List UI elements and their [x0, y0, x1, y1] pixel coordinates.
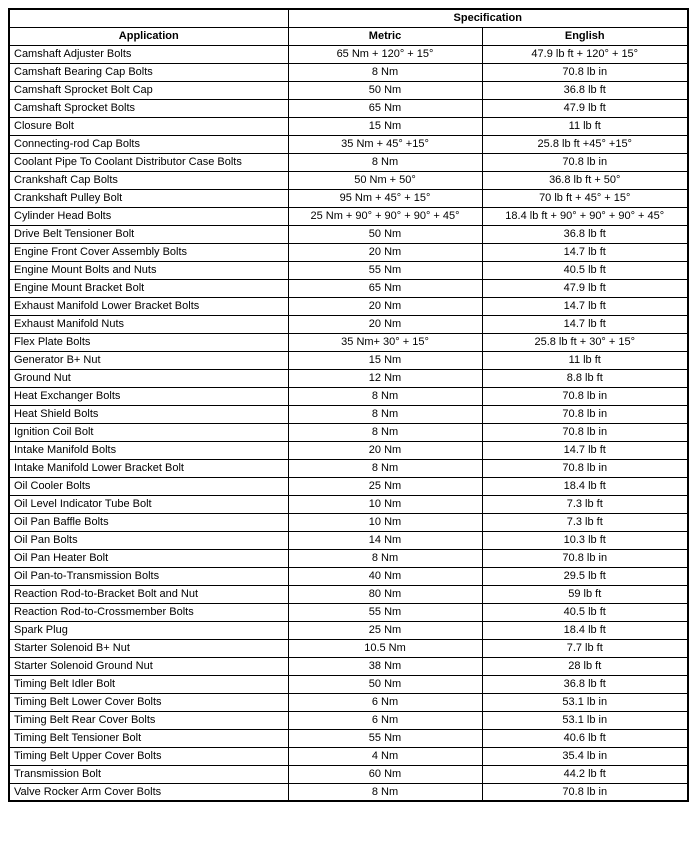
english-cell: 70.8 lb in [482, 405, 688, 423]
metric-cell: 25 Nm [288, 477, 482, 495]
english-cell: 18.4 lb ft [482, 477, 688, 495]
application-cell: Intake Manifold Bolts [9, 441, 288, 459]
table-row [9, 387, 688, 405]
english-cell: 70.8 lb in [482, 459, 688, 477]
metric-cell: 20 Nm [288, 243, 482, 261]
table-row [9, 261, 688, 279]
application-cell: Engine Mount Bolts and Nuts [9, 261, 288, 279]
table-row [9, 729, 688, 747]
metric-cell: 8 Nm [288, 405, 482, 423]
english-cell: 47.9 lb ft [482, 279, 688, 297]
empty-header-cell [9, 9, 288, 27]
metric-cell: 4 Nm [288, 747, 482, 765]
metric-cell: 15 Nm [288, 117, 482, 135]
application-cell: Connecting-rod Cap Bolts [9, 135, 288, 153]
application-cell: Timing Belt Lower Cover Bolts [9, 693, 288, 711]
metric-cell: 6 Nm [288, 693, 482, 711]
english-cell: 8.8 lb ft [482, 369, 688, 387]
table-row [9, 783, 688, 801]
metric-cell: 55 Nm [288, 729, 482, 747]
english-cell: 7.7 lb ft [482, 639, 688, 657]
table-row [9, 441, 688, 459]
application-cell: Camshaft Adjuster Bolts [9, 45, 288, 63]
table-row [9, 585, 688, 603]
english-cell: 70.8 lb in [482, 549, 688, 567]
application-cell: Timing Belt Upper Cover Bolts [9, 747, 288, 765]
application-cell: Ignition Coil Bolt [9, 423, 288, 441]
table-row [9, 657, 688, 675]
application-cell: Coolant Pipe To Coolant Distributor Case Bolts [9, 153, 288, 171]
english-cell: 29.5 lb ft [482, 567, 688, 585]
table-row [9, 297, 688, 315]
table-row [9, 549, 688, 567]
english-cell: 7.3 lb ft [482, 513, 688, 531]
table-row [9, 189, 688, 207]
metric-cell: 20 Nm [288, 297, 482, 315]
table-row [9, 45, 688, 63]
table-row [9, 405, 688, 423]
application-cell: Reaction Rod-to-Crossmember Bolts [9, 603, 288, 621]
metric-cell: 50 Nm + 50° [288, 171, 482, 189]
metric-cell: 8 Nm [288, 549, 482, 567]
english-cell: 36.8 lb ft [482, 675, 688, 693]
table-row [9, 135, 688, 153]
metric-cell: 65 Nm + 120° + 15° [288, 45, 482, 63]
application-cell: Valve Rocker Arm Cover Bolts [9, 783, 288, 801]
english-cell: 70.8 lb in [482, 63, 688, 81]
application-cell: Oil Pan Bolts [9, 531, 288, 549]
english-cell: 18.4 lb ft + 90° + 90° + 90° + 45° [482, 207, 688, 225]
english-cell: 25.8 lb ft +45° +15° [482, 135, 688, 153]
metric-cell: 12 Nm [288, 369, 482, 387]
metric-cell: 35 Nm+ 30° + 15° [288, 333, 482, 351]
application-cell: Oil Pan Heater Bolt [9, 549, 288, 567]
english-cell: 40.6 lb ft [482, 729, 688, 747]
application-cell: Camshaft Sprocket Bolts [9, 99, 288, 117]
metric-cell: 10 Nm [288, 495, 482, 513]
table-body [9, 45, 688, 801]
table-row [9, 369, 688, 387]
table-row [9, 423, 688, 441]
application-cell: Exhaust Manifold Nuts [9, 315, 288, 333]
english-cell: 47.9 lb ft [482, 99, 688, 117]
table-row [9, 117, 688, 135]
metric-cell: 38 Nm [288, 657, 482, 675]
metric-cell: 8 Nm [288, 459, 482, 477]
application-cell: Reaction Rod-to-Bracket Bolt and Nut [9, 585, 288, 603]
table-row [9, 243, 688, 261]
metric-cell: 8 Nm [288, 153, 482, 171]
metric-cell: 55 Nm [288, 261, 482, 279]
metric-cell: 6 Nm [288, 711, 482, 729]
english-cell: 25.8 lb ft + 30° + 15° [482, 333, 688, 351]
table-row [9, 225, 688, 243]
application-cell: Oil Pan-to-Transmission Bolts [9, 567, 288, 585]
table-row [9, 513, 688, 531]
metric-cell: 65 Nm [288, 99, 482, 117]
table-header [9, 9, 688, 45]
table-row [9, 153, 688, 171]
english-cell: 70.8 lb in [482, 783, 688, 801]
english-cell: 14.7 lb ft [482, 297, 688, 315]
application-cell: Heat Exchanger Bolts [9, 387, 288, 405]
english-cell: 44.2 lb ft [482, 765, 688, 783]
application-cell: Crankshaft Pulley Bolt [9, 189, 288, 207]
table-row [9, 315, 688, 333]
metric-cell: 65 Nm [288, 279, 482, 297]
english-cell: 14.7 lb ft [482, 315, 688, 333]
application-cell: Generator B+ Nut [9, 351, 288, 369]
table-row [9, 207, 688, 225]
metric-cell: 20 Nm [288, 315, 482, 333]
table-row [9, 693, 688, 711]
application-cell: Timing Belt Idler Bolt [9, 675, 288, 693]
english-cell: 7.3 lb ft [482, 495, 688, 513]
english-cell: 40.5 lb ft [482, 603, 688, 621]
application-cell: Oil Level Indicator Tube Bolt [9, 495, 288, 513]
metric-cell: 25 Nm [288, 621, 482, 639]
english-cell: 18.4 lb ft [482, 621, 688, 639]
table-row [9, 477, 688, 495]
english-cell: 28 lb ft [482, 657, 688, 675]
application-cell: Crankshaft Cap Bolts [9, 171, 288, 189]
metric-cell: 60 Nm [288, 765, 482, 783]
english-cell: 11 lb ft [482, 117, 688, 135]
english-cell: 53.1 lb in [482, 693, 688, 711]
english-cell: 14.7 lb ft [482, 243, 688, 261]
application-column-header: Application [9, 27, 288, 45]
table-row [9, 567, 688, 585]
application-cell: Intake Manifold Lower Bracket Bolt [9, 459, 288, 477]
application-cell: Cylinder Head Bolts [9, 207, 288, 225]
english-cell: 14.7 lb ft [482, 441, 688, 459]
application-cell: Oil Cooler Bolts [9, 477, 288, 495]
application-cell: Engine Front Cover Assembly Bolts [9, 243, 288, 261]
application-cell: Engine Mount Bracket Bolt [9, 279, 288, 297]
application-cell: Starter Solenoid B+ Nut [9, 639, 288, 657]
english-cell: 40.5 lb ft [482, 261, 688, 279]
application-cell: Spark Plug [9, 621, 288, 639]
table-row [9, 171, 688, 189]
english-cell: 47.9 lb ft + 120° + 15° [482, 45, 688, 63]
application-cell: Closure Bolt [9, 117, 288, 135]
application-cell: Oil Pan Baffle Bolts [9, 513, 288, 531]
application-cell: Ground Nut [9, 369, 288, 387]
english-cell: 59 lb ft [482, 585, 688, 603]
table-row [9, 603, 688, 621]
table-row [9, 279, 688, 297]
table-row [9, 621, 688, 639]
table-row [9, 747, 688, 765]
specification-header: Specification [288, 9, 688, 27]
metric-cell: 8 Nm [288, 783, 482, 801]
table-row [9, 63, 688, 81]
table-row [9, 495, 688, 513]
table-row [9, 639, 688, 657]
english-cell: 70.8 lb in [482, 387, 688, 405]
metric-cell: 55 Nm [288, 603, 482, 621]
application-cell: Exhaust Manifold Lower Bracket Bolts [9, 297, 288, 315]
metric-column-header: Metric [288, 27, 482, 45]
table-row [9, 711, 688, 729]
table-row [9, 675, 688, 693]
metric-cell: 25 Nm + 90° + 90° + 90° + 45° [288, 207, 482, 225]
application-cell: Camshaft Sprocket Bolt Cap [9, 81, 288, 99]
table-row [9, 765, 688, 783]
metric-cell: 50 Nm [288, 675, 482, 693]
metric-cell: 50 Nm [288, 81, 482, 99]
application-cell: Timing Belt Tensioner Bolt [9, 729, 288, 747]
metric-cell: 95 Nm + 45° + 15° [288, 189, 482, 207]
english-cell: 70 lb ft + 45° + 15° [482, 189, 688, 207]
table-row [9, 531, 688, 549]
english-cell: 35.4 lb in [482, 747, 688, 765]
application-cell: Timing Belt Rear Cover Bolts [9, 711, 288, 729]
torque-spec-table [8, 8, 689, 802]
metric-cell: 8 Nm [288, 423, 482, 441]
english-cell: 36.8 lb ft + 50° [482, 171, 688, 189]
application-cell: Transmission Bolt [9, 765, 288, 783]
metric-cell: 14 Nm [288, 531, 482, 549]
english-cell: 36.8 lb ft [482, 225, 688, 243]
metric-cell: 15 Nm [288, 351, 482, 369]
header-row-top [9, 9, 688, 27]
english-cell: 53.1 lb in [482, 711, 688, 729]
table-row [9, 333, 688, 351]
metric-cell: 35 Nm + 45° +15° [288, 135, 482, 153]
header-row-columns [9, 27, 688, 45]
metric-cell: 40 Nm [288, 567, 482, 585]
table-row [9, 99, 688, 117]
english-cell: 11 lb ft [482, 351, 688, 369]
metric-cell: 10 Nm [288, 513, 482, 531]
metric-cell: 50 Nm [288, 225, 482, 243]
table-row [9, 81, 688, 99]
english-cell: 36.8 lb ft [482, 81, 688, 99]
english-column-header: English [482, 27, 688, 45]
application-cell: Flex Plate Bolts [9, 333, 288, 351]
metric-cell: 8 Nm [288, 387, 482, 405]
application-cell: Camshaft Bearing Cap Bolts [9, 63, 288, 81]
metric-cell: 10.5 Nm [288, 639, 482, 657]
metric-cell: 20 Nm [288, 441, 482, 459]
metric-cell: 80 Nm [288, 585, 482, 603]
application-cell: Drive Belt Tensioner Bolt [9, 225, 288, 243]
english-cell: 70.8 lb in [482, 153, 688, 171]
application-cell: Heat Shield Bolts [9, 405, 288, 423]
application-cell: Starter Solenoid Ground Nut [9, 657, 288, 675]
metric-cell: 8 Nm [288, 63, 482, 81]
table-row [9, 459, 688, 477]
table-row [9, 351, 688, 369]
english-cell: 70.8 lb in [482, 423, 688, 441]
english-cell: 10.3 lb ft [482, 531, 688, 549]
